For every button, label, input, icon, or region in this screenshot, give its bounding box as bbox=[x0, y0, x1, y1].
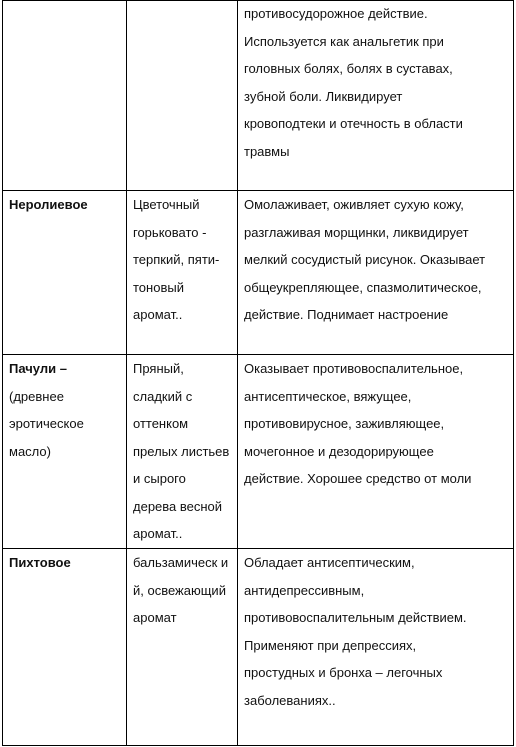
oil-name-note: (древнее эротическое масло) bbox=[9, 388, 84, 459]
oil-effect: Обладает антисептическим, антидепрессивным, противовоспалительным действием. Применяют при депрессиях, простудных и бронха – легочных заболеваниях.. bbox=[244, 555, 467, 708]
oil-aroma-cell bbox=[127, 355, 238, 549]
oil-name: Неролиевое bbox=[9, 197, 88, 212]
oil-effect-cell bbox=[238, 191, 514, 355]
oil-effect: Оказывает противовоспалительное, антисептическое, вяжущее, противовирусное, заживляющее, мочегонное и дезодорирующее действие. Хорошее средство от моли bbox=[244, 361, 472, 486]
oil-name: Пихтовое bbox=[9, 555, 71, 570]
oil-name-cell bbox=[3, 191, 127, 355]
oil-aroma-cell bbox=[127, 191, 238, 355]
oil-aroma: Цветочный горьковато - терпкий, пяти- тоновый аромат.. bbox=[133, 197, 220, 322]
oil-name-cell bbox=[3, 1, 127, 191]
oil-name-cell bbox=[3, 355, 127, 549]
oil-aroma: Пряный, сладкий с оттенком прелых листьев и сырого дерева весной аромат.. bbox=[133, 361, 230, 541]
oil-effect: Омолаживает, оживляет сухую кожу, разглаживая морщинки, ликвидирует мелкий сосудистый рисунок. Оказывает общеукрепляющее, спазмолитическое, действие. Поднимает настроение bbox=[244, 197, 486, 322]
oil-aroma-cell bbox=[127, 1, 238, 191]
oil-name-cell bbox=[3, 549, 127, 746]
oil-name: Пачули – bbox=[9, 361, 67, 376]
table-row bbox=[3, 191, 514, 355]
table-row bbox=[3, 549, 514, 746]
table-row bbox=[3, 1, 514, 191]
oil-effect-cell bbox=[238, 355, 514, 549]
oil-effect-cell bbox=[238, 549, 514, 746]
oil-aroma-cell bbox=[127, 549, 238, 746]
table-row bbox=[3, 355, 514, 549]
oil-effect: противосудорожное действие. Используется как анальгетик при головных болях, болях в суставах, зубной боли. Ликвидирует кровоподтеки и отечность в области травмы bbox=[244, 6, 463, 159]
oil-aroma: бальзамическ и й, освежающий аромат bbox=[133, 555, 229, 625]
oil-effect-cell bbox=[238, 1, 514, 191]
oils-table bbox=[2, 0, 514, 746]
